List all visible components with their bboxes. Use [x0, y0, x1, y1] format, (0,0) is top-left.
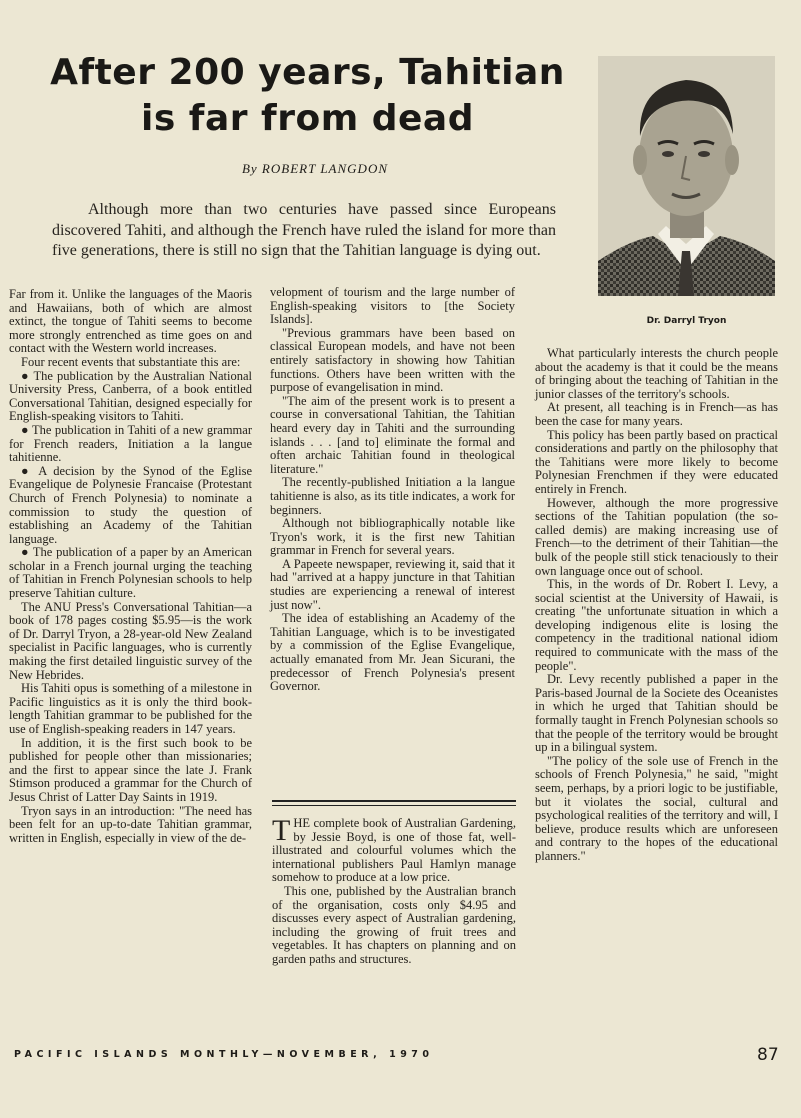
paragraph: Tryon says in an introduction: "The need has been felt for an up-to-date Tahitian grammar, written in English, especially in view of the de- — [9, 803, 252, 845]
paragraph: A Papeete newspaper, reviewing it, said that it had "arrived at a happy juncture in that Tahitian studies are experiencing a renewal of interest just now". — [270, 556, 515, 612]
paragraph: "Previous grammars have been based on classical European models, and have not been entirely satisfactory in showing how Tahitian functions. Others have been written with the purpose of evangelisation in mind. — [270, 325, 515, 395]
paragraph: This policy has been partly based on practical considerations and partly on the philosophy that the Tahitians were more likely to become Polynesian Frenchmen if they were educated entirely in French. — [535, 427, 778, 496]
page-number: 87 — [757, 1045, 779, 1065]
book-note-first-paragraph — [272, 814, 516, 885]
paragraph: However, although the more progressive sections of the Tahitian population (the so-called demis) are making increasing use of French—to the detriment of their Tahitian—the bulk of the people still stick tenaciously to their own language once out of school. — [535, 495, 778, 578]
paragraph: "The aim of the present work is to present a course in conversational Tahitian, the Tahitian heard every day in Tahiti and the surrounding islands . . . [and to] eliminate the formal and often archaic Tahitian found in theological literature." — [270, 393, 515, 476]
paragraph: Dr. Levy recently published a paper in the Paris-based Journal de la Societe des Oceanistes in which he urged that Tahitian should be formally taught in French Polynesian schools so that the people of the territory would be brought up in a bilingual system. — [535, 672, 778, 755]
paragraph: What particularly interests the church people about the academy is that it could be the means of bringing about the teaching of Tahitian in the junior classes of the territory's schools. — [535, 346, 778, 401]
paragraph: velopment of tourism and the large number of English-speaking visitors to [the Society Islands]. — [270, 285, 515, 327]
paragraph: ● The publication in Tahiti of a new grammar for French readers, Initiation a la langue tahitienne. — [9, 422, 252, 465]
paragraph: The idea of establishing an Academy of the Tahitian Language, which is to be investigated by a commission of the Eglise Evangelique, actually emanated from Mr. Jean Sicurani, the predecessor of French Polynesia's present Governor. — [270, 611, 515, 694]
drop-cap: T — [272, 814, 291, 847]
section-divider — [272, 800, 516, 806]
headline-line-2: is far from dead — [141, 98, 474, 139]
paragraph: Four recent events that substantiate this are: — [21, 354, 241, 369]
column-1 — [9, 288, 252, 845]
lead-text: Although more than two centuries have passed since Europeans discovered Tahiti, and although the French have ruled the island for more than five generations, there is still no sign that the Tahitian language is dying out. — [52, 201, 556, 259]
paragraph: This one, published by the Australian branch of the organisation, costs only $4.95 and discusses every aspect of Australian gardening, including the growing of fruit trees and vegetables. It has chapters on planning and on garden paths and structures. — [272, 883, 516, 966]
paragraph: Far from it. Unlike the languages of the Maoris and Hawaiians, both of which are almost extinct, the tongue of Tahiti seems to become more strongly entrenched as time goes on and contact with the Western world increases. — [9, 287, 252, 356]
paragraph: This, in the words of Dr. Robert I. Levy, a social scientist at the University of Hawaii, is creating "the unfortunate situation in which a developing indigenous elite is losing the competency in the traditional national idiom required to communicate with the mass of the people". — [535, 577, 778, 673]
paragraph: ● A decision by the Synod of the Eglise Evangelique de Polynesie Francaise (Protestant Church of French Polynesia) to nominate a commission to study the question of establishing an Academy of the Tahitian language. — [9, 463, 252, 546]
paragraph: His Tahiti opus is something of a milestone in Pacific linguistics as it is only the third book-length Tahitian grammar to be published for the use of English-speaking readers in 147 years. — [9, 681, 252, 736]
byline: By ROBERT LANGDON — [241, 161, 389, 176]
portrait-illustration — [598, 56, 775, 296]
headline — [30, 50, 585, 142]
paragraph: Although not bibliographically notable like Tryon's work, it is the first new Tahitian grammar in French for several years. — [270, 516, 515, 558]
book-note — [272, 814, 516, 967]
paragraph: "The policy of the sole use of French in the schools of French Polynesia," he said, "might seem, perhaps, by a priori logic to be justifiable, but it violates the social, cultural and psychological realities of the territory and will, I believe, produce results which are unforeseen and contrary to the hopes of the educational planners." — [535, 753, 778, 863]
photo-caption: Dr. Darryl Tryon — [646, 316, 727, 326]
book-note-text: HE complete book of Australian Gardening, by Jessie Boyd, is one of those fat, well-illustrated and colourful volumes which the international publishers Paul Hamlyn manage somehow to produce at a low price. — [272, 816, 516, 885]
paragraph: In addition, it is the first such book to be published for people other than missionaries; and the first to appear since the late J. Frank Stimson produced a grammar for the Church of Jesus Christ of Latter Day Saints in 1919. — [9, 735, 252, 804]
lead-paragraph — [52, 200, 556, 262]
paragraph: ● The publication by the Australian National University Press, Canberra, of a book entitled Conversational Tahitian, designed especially for English-speaking visitors to Tahiti. — [9, 368, 252, 424]
running-footer: PACIFIC ISLANDS MONTHLY—NOVEMBER, 1970 — [14, 1049, 434, 1060]
paragraph: At present, all teaching is in French—as has been the case for many years. — [535, 400, 778, 428]
column-2 — [270, 286, 515, 694]
paragraph: The ANU Press's Conversational Tahitian—a book of 178 pages costing $5.95—is the work of Dr. Darryl Tryon, a 28-year-old New Zealand specialist in Pacific languages, who is currently making the first detailed linguistic survey of the New Hebrides. — [9, 599, 252, 682]
headline-line-1: After 200 years, Tahitian — [50, 52, 565, 93]
portrait-photo — [598, 56, 775, 296]
paragraph: ● The publication of a paper by an American scholar in a French journal urging the teaching of Tahitian in French Polynesian schools to help preserve Tahitian culture. — [9, 545, 252, 601]
column-3 — [535, 347, 778, 864]
paragraph: The recently-published Initiation a la langue tahitienne is also, as its title indicates, a work for beginners. — [270, 475, 515, 517]
